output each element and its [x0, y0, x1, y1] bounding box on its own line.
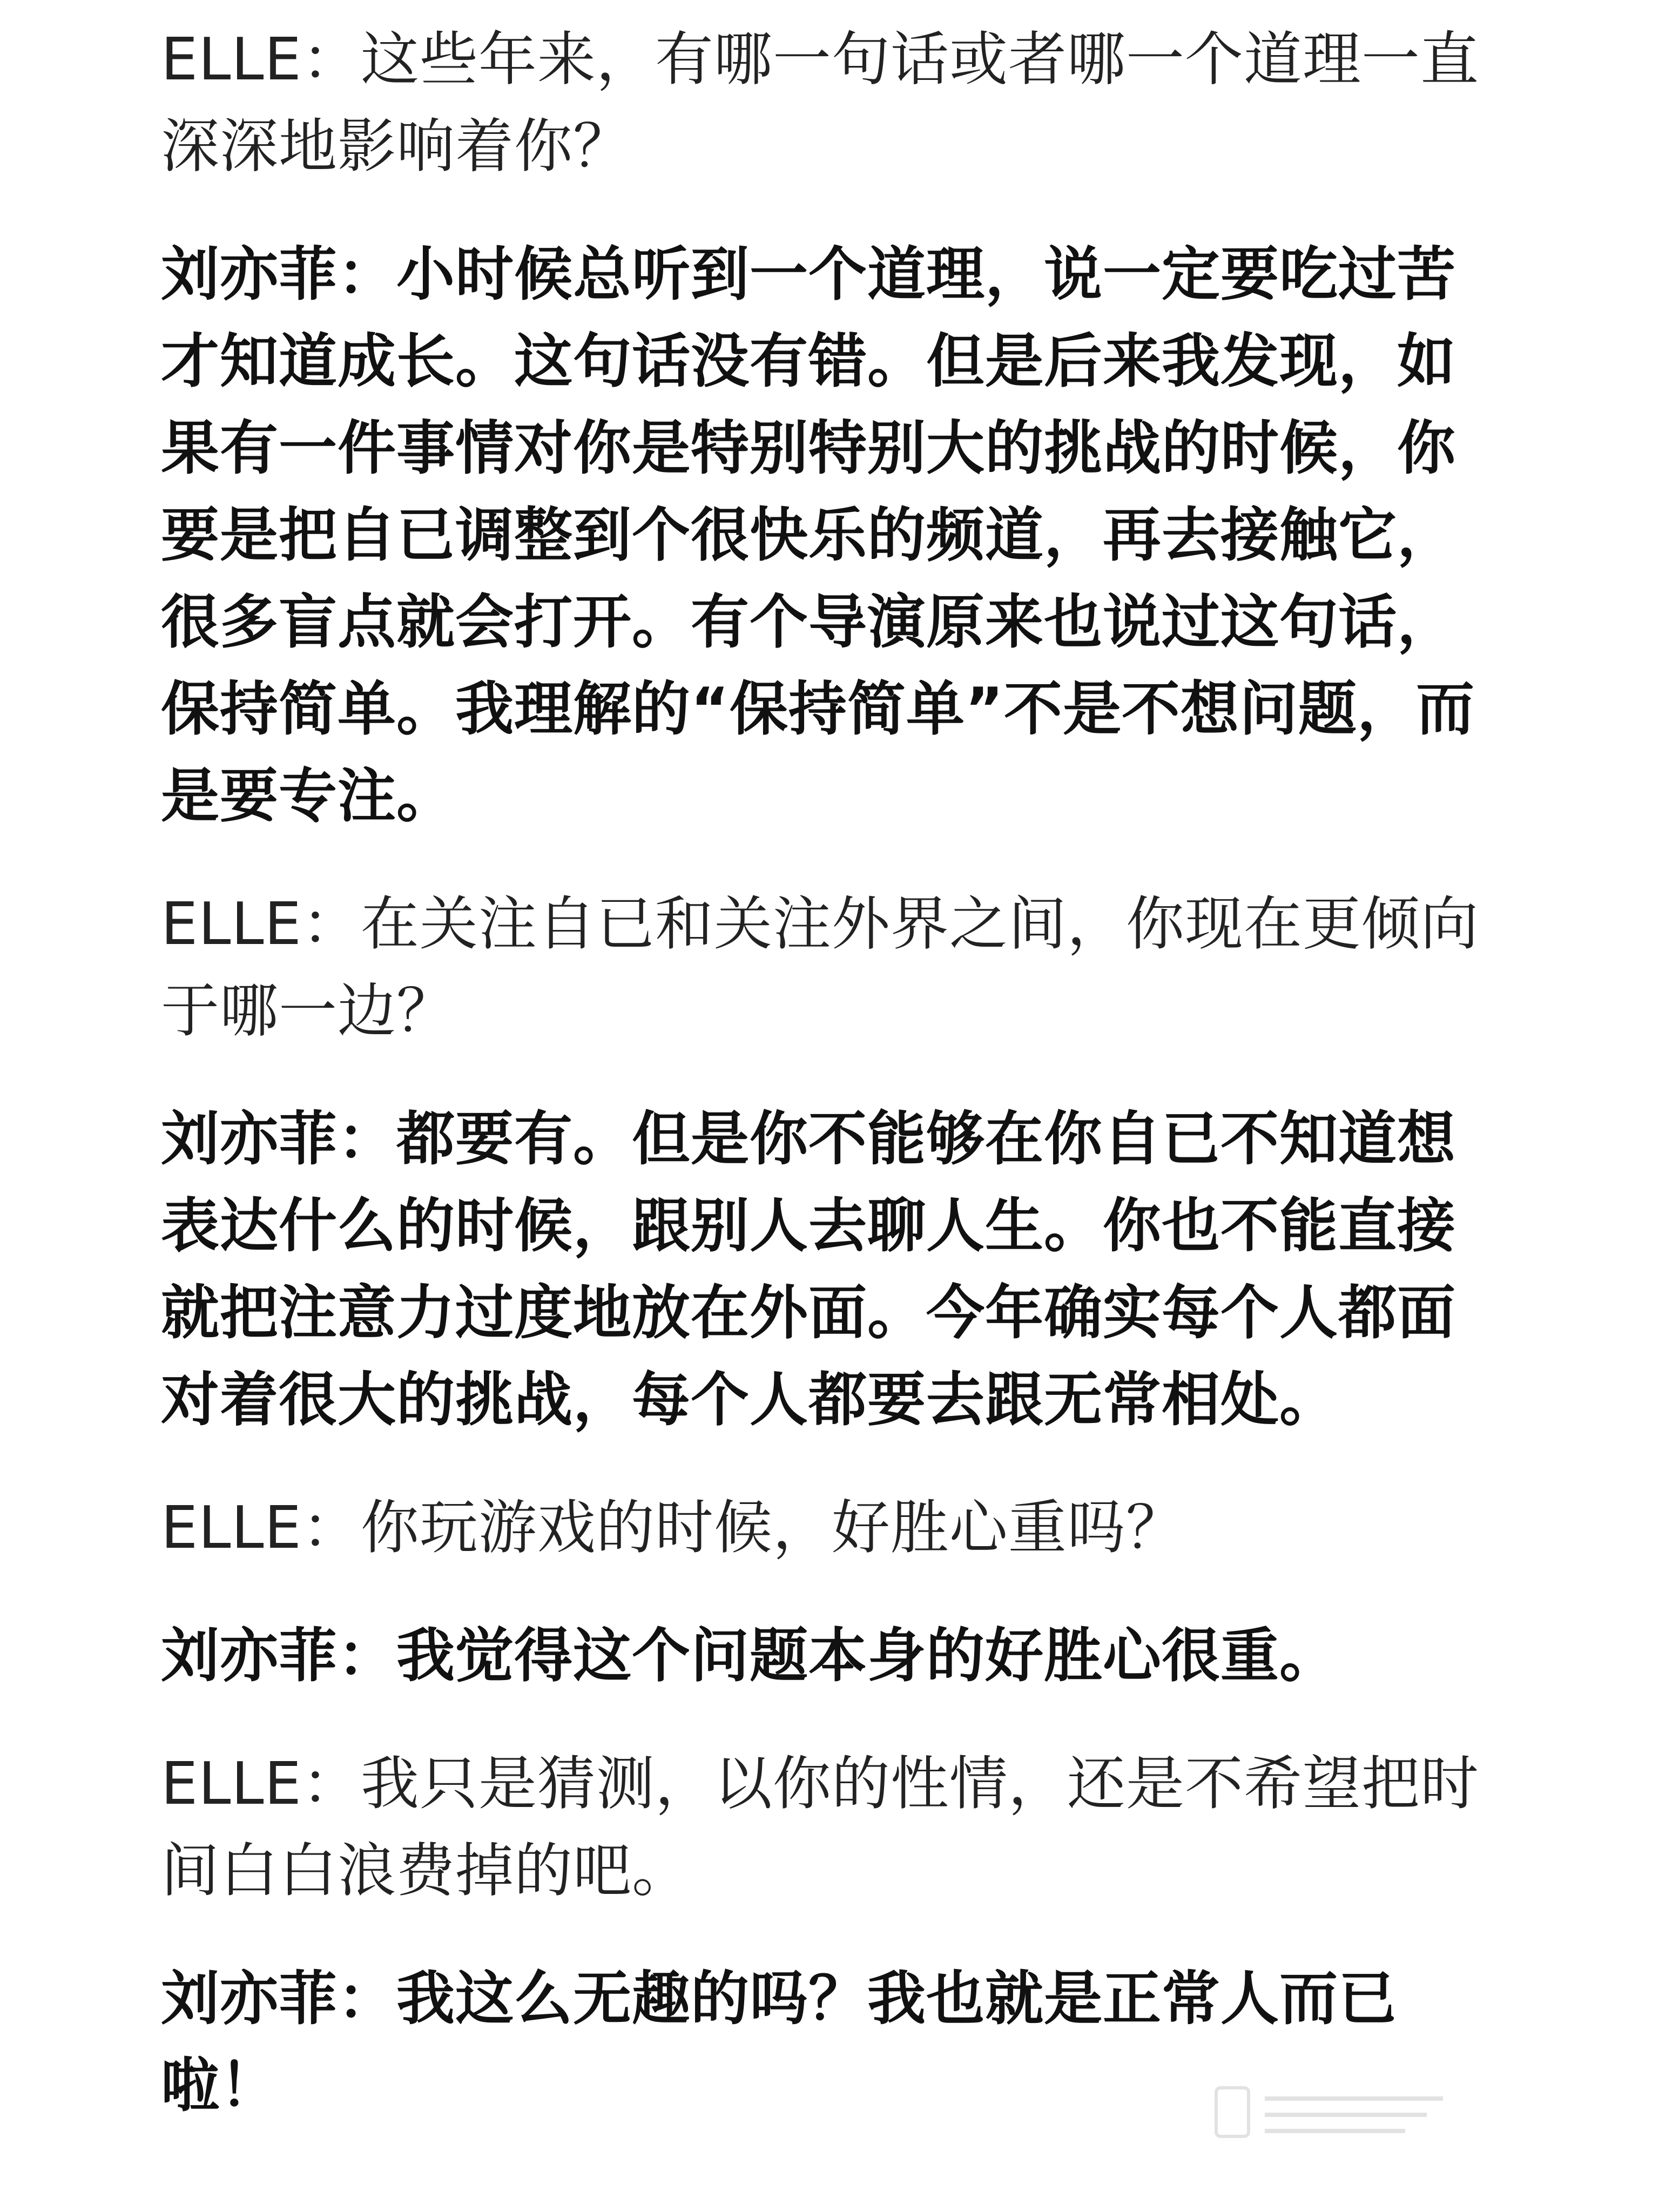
answer-4: 刘亦菲：我这么无趣的吗？我也就是正常人而已啦！: [161, 1965, 1398, 2120]
question-4: ELLE：我只是猜测，以你的性情，还是不希望把时间白白浪费掉的吧。: [161, 1750, 1479, 1905]
answer-1: 刘亦菲：小时候总听到一个道理，说一定要吃过苦才知道成长。这句话没有错。但是后来我发现，如果有一件事情对你是特别特别大的挑战的时候，你要是把自已调整到个很快乐的频道，再去接触它，很多盲点就会打开。有个导演原来也说过这句话，保持简单。我理解的“保持简单”不是不想问题，而是要专注。: [161, 241, 1475, 830]
question-2: ELLE：在关注自已和关注外界之间，你现在更倾向于哪一边？: [161, 891, 1479, 1045]
watermark-icon: [1211, 2077, 1454, 2147]
question-1: ELLE：这些年来，有哪一句话或者哪一个道理一直深深地影响着你？: [161, 26, 1479, 180]
answer-2: 刘亦菲：都要有。但是你不能够在你自已不知道想表达什么的时候，跟别人去聊人生。你也不能直接就把注意力过度地放在外面。今年确实每个人都面对着很大的挑战，每个人都要去跟无常相处。: [161, 1105, 1456, 1434]
question-3: ELLE：你玩游戏的时候，好胜心重吗？: [161, 1494, 1185, 1562]
interview-text: [161, 16, 1500, 2129]
answer-3: 刘亦菲：我觉得这个问题本身的好胜心很重。: [161, 1622, 1339, 1690]
